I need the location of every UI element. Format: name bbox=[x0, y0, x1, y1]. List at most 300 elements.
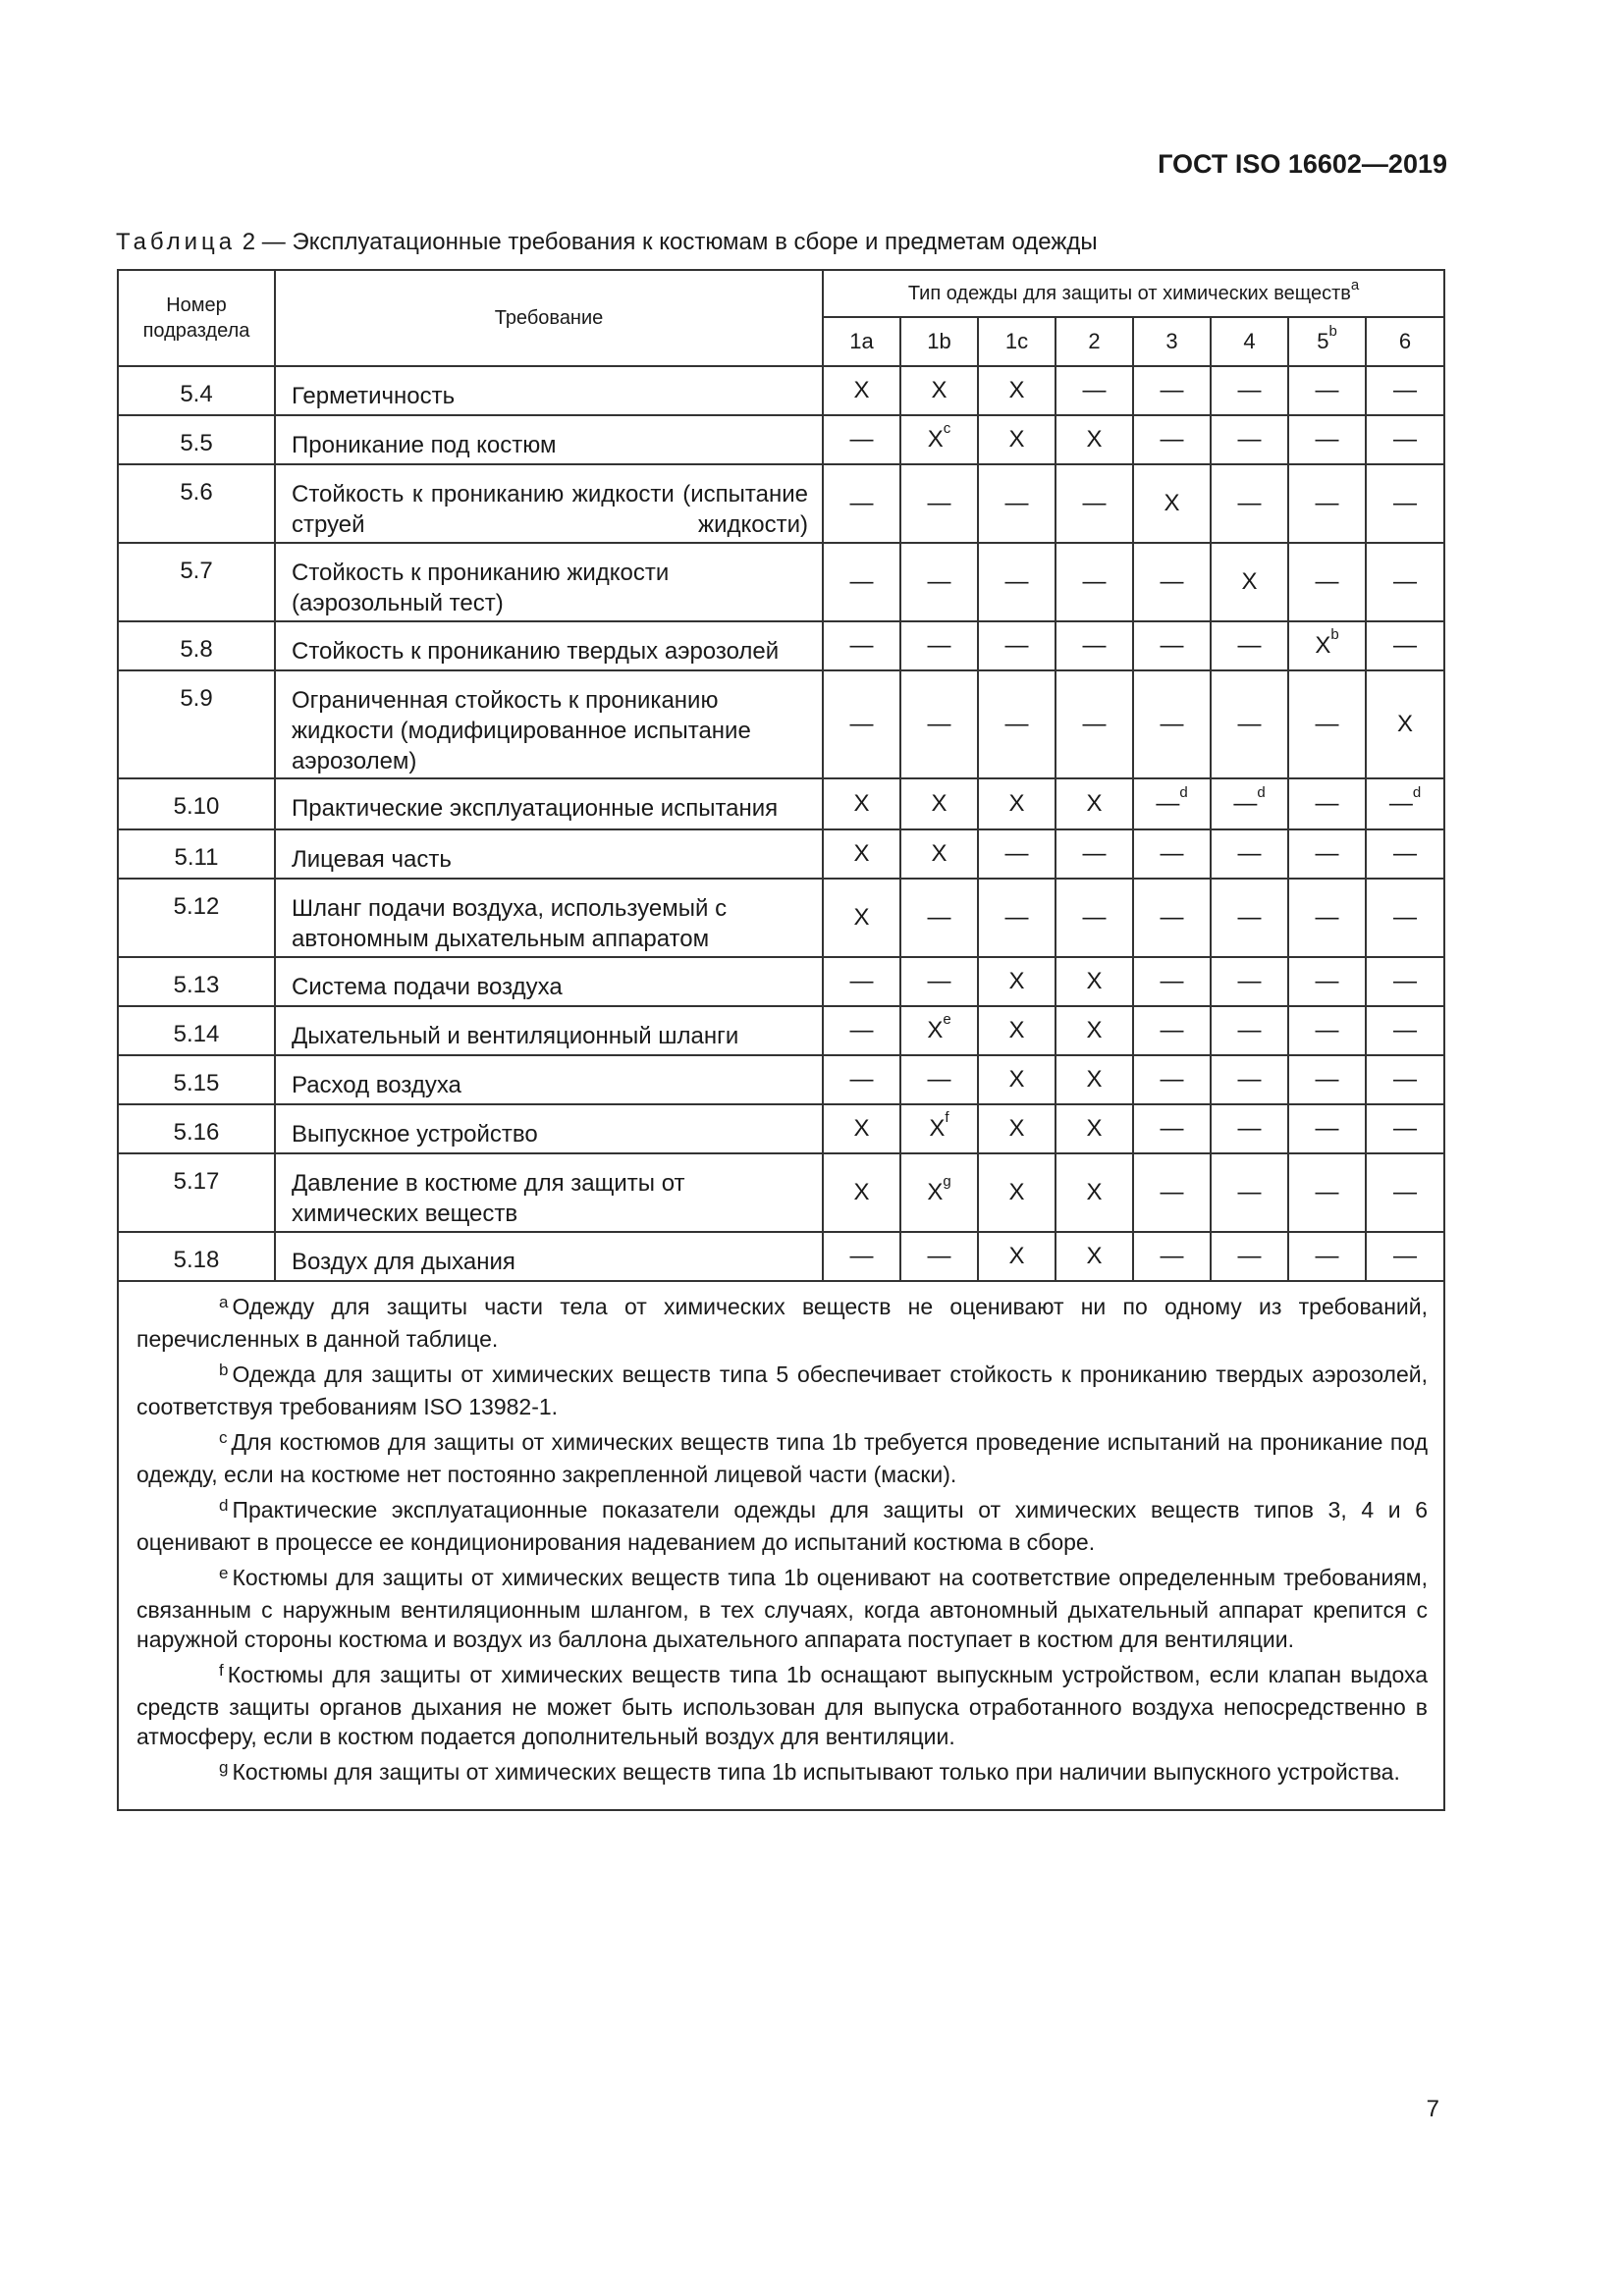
type-cell bbox=[1133, 621, 1211, 670]
footnotes bbox=[118, 1281, 1444, 1810]
type-cell bbox=[1288, 1006, 1366, 1055]
type-cell bbox=[1288, 778, 1366, 829]
type-cell bbox=[978, 1104, 1056, 1153]
cell-value: — bbox=[1004, 632, 1029, 659]
cell-value: — bbox=[1315, 1179, 1339, 1205]
cell-value: X bbox=[853, 1179, 870, 1205]
cell-value: — bbox=[849, 711, 874, 737]
type-cell bbox=[1288, 415, 1366, 464]
type-cell bbox=[1056, 621, 1133, 670]
cell-value: — bbox=[1315, 790, 1339, 817]
cell-value: X bbox=[1086, 1115, 1103, 1142]
cell-value: — bbox=[1393, 1243, 1417, 1269]
cell-value: — bbox=[849, 1017, 874, 1043]
type-cell bbox=[1056, 1006, 1133, 1055]
type-cell bbox=[1056, 670, 1133, 778]
cell-value: — bbox=[1393, 426, 1417, 453]
type-cell bbox=[1288, 1232, 1366, 1281]
type-cell bbox=[1288, 1055, 1366, 1104]
type-cell bbox=[1211, 366, 1288, 415]
type-cell bbox=[823, 621, 900, 670]
cell-value: X bbox=[1315, 632, 1331, 659]
requirement-text: Дыхательный и вентиляционный шланги bbox=[275, 1006, 823, 1055]
cell-value: — bbox=[927, 1243, 951, 1269]
type-cell bbox=[1133, 879, 1211, 957]
type-cell bbox=[978, 957, 1056, 1006]
type-cell bbox=[978, 415, 1056, 464]
type-cell bbox=[823, 778, 900, 829]
type-cell bbox=[1366, 1006, 1444, 1055]
cell-value: — bbox=[1393, 1179, 1417, 1205]
requirement-text: Стойкость к прониканию жидкости (испытание струей жидкости) bbox=[275, 464, 823, 543]
cell-value: — bbox=[1160, 377, 1184, 403]
cell-value: X bbox=[1397, 711, 1414, 737]
header-type-1: 1b bbox=[900, 317, 978, 366]
cell-value: X bbox=[1008, 1066, 1025, 1093]
cell-value: — bbox=[1237, 377, 1262, 403]
type-cell bbox=[1288, 670, 1366, 778]
table-caption bbox=[116, 229, 1098, 256]
type-cell bbox=[1366, 957, 1444, 1006]
table-row bbox=[118, 778, 1444, 829]
type-cell bbox=[978, 543, 1056, 621]
table-row bbox=[118, 1232, 1444, 1281]
header-type-2: 1c bbox=[978, 317, 1056, 366]
cell-value: X bbox=[1008, 1243, 1025, 1269]
cell-value: — bbox=[927, 568, 951, 595]
section-number: 5.8 bbox=[118, 621, 275, 670]
type-cell bbox=[1133, 957, 1211, 1006]
footnote-mark: g bbox=[219, 1758, 229, 1777]
cell-footnote-mark: c bbox=[943, 420, 951, 437]
type-cell bbox=[978, 1006, 1056, 1055]
type-cell bbox=[978, 670, 1056, 778]
type-cell bbox=[1366, 366, 1444, 415]
section-number: 5.9 bbox=[118, 670, 275, 778]
requirement-text: Герметичность bbox=[275, 366, 823, 415]
cell-value: — bbox=[849, 568, 874, 595]
cell-value: — bbox=[1315, 1243, 1339, 1269]
type-cell bbox=[1211, 1006, 1288, 1055]
cell-value: — bbox=[1082, 568, 1107, 595]
type-cell bbox=[1288, 829, 1366, 879]
footnote-text: Костюмы для защиты от химических веществ типа 1b оснащают выпускным устройством, если клапан выдоха средств защиты органов дыхания не может быть использован для выпуска отработанного воздуха непосредственно в атмосферу, если в костюм подается дополнительный воздух для вентиляции. bbox=[136, 1662, 1429, 1749]
type-cell bbox=[1211, 464, 1288, 543]
cell-value: X bbox=[1008, 968, 1025, 994]
cell-value: — bbox=[1393, 632, 1417, 659]
type-cell bbox=[900, 621, 978, 670]
cell-value: — bbox=[1004, 840, 1029, 867]
type-cell bbox=[823, 543, 900, 621]
cell-value: X bbox=[853, 1115, 870, 1142]
type-cell bbox=[900, 543, 978, 621]
type-cell bbox=[823, 1153, 900, 1232]
section-number: 5.6 bbox=[118, 464, 275, 543]
type-cell bbox=[1366, 1153, 1444, 1232]
section-number: 5.10 bbox=[118, 778, 275, 829]
cell-value: — bbox=[1156, 790, 1180, 817]
cell-value: — bbox=[1160, 968, 1184, 994]
cell-value: X bbox=[853, 377, 870, 403]
cell-footnote-mark: b bbox=[1330, 626, 1339, 643]
cell-value: X bbox=[1086, 968, 1103, 994]
header-footnote-mark: a bbox=[1350, 276, 1360, 294]
type-cell bbox=[1133, 1104, 1211, 1153]
cell-value: X bbox=[1241, 568, 1258, 595]
type-cell bbox=[1288, 1104, 1366, 1153]
cell-value: — bbox=[849, 632, 874, 659]
type-cell bbox=[1133, 829, 1211, 879]
type-cell bbox=[1056, 829, 1133, 879]
cell-value: — bbox=[1004, 711, 1029, 737]
cell-value: — bbox=[1004, 490, 1029, 516]
type-cell bbox=[900, 1006, 978, 1055]
table-row bbox=[118, 670, 1444, 778]
cell-value: — bbox=[1315, 568, 1339, 595]
type-cell bbox=[1288, 957, 1366, 1006]
type-cell bbox=[1056, 1153, 1133, 1232]
type-cell bbox=[900, 415, 978, 464]
requirement-text: Стойкость к прониканию жидкости (аэрозольный тест) bbox=[275, 543, 823, 621]
cell-value: — bbox=[1082, 904, 1107, 931]
table-caption-label: Таблица bbox=[116, 229, 237, 255]
cell-value: X bbox=[1008, 377, 1025, 403]
type-cell bbox=[823, 1055, 900, 1104]
type-cell bbox=[1133, 464, 1211, 543]
cell-value: — bbox=[927, 968, 951, 994]
type-cell bbox=[1288, 543, 1366, 621]
cell-value: — bbox=[1237, 1243, 1262, 1269]
header-type-6: 5$^b$ bbox=[1288, 317, 1366, 366]
cell-value: X bbox=[1086, 1179, 1103, 1205]
type-cell bbox=[823, 1232, 900, 1281]
footnote-mark: a bbox=[219, 1293, 229, 1311]
table-row bbox=[118, 829, 1444, 879]
table-row bbox=[118, 415, 1444, 464]
section-number: 5.18 bbox=[118, 1232, 275, 1281]
footnote bbox=[136, 1660, 1428, 1751]
type-cell bbox=[1288, 879, 1366, 957]
section-number: 5.14 bbox=[118, 1006, 275, 1055]
type-cell bbox=[978, 778, 1056, 829]
type-cell bbox=[900, 1153, 978, 1232]
cell-value: X bbox=[927, 426, 944, 453]
table-row bbox=[118, 879, 1444, 957]
cell-value: — bbox=[1237, 968, 1262, 994]
cell-value: X bbox=[1008, 426, 1025, 453]
footnote-mark: f bbox=[219, 1661, 224, 1680]
cell-value: — bbox=[1233, 790, 1258, 817]
cell-footnote-mark: d bbox=[1412, 784, 1422, 801]
type-cell bbox=[900, 1104, 978, 1153]
cell-value: — bbox=[927, 711, 951, 737]
type-cell bbox=[823, 366, 900, 415]
section-number: 5.5 bbox=[118, 415, 275, 464]
type-cell bbox=[900, 670, 978, 778]
type-cell bbox=[1056, 366, 1133, 415]
footnote bbox=[136, 1427, 1428, 1489]
requirement-text: Воздух для дыхания bbox=[275, 1232, 823, 1281]
cell-value: — bbox=[1082, 711, 1107, 737]
type-cell bbox=[823, 464, 900, 543]
cell-value: X bbox=[853, 790, 870, 817]
section-number: 5.13 bbox=[118, 957, 275, 1006]
cell-value: — bbox=[1393, 904, 1417, 931]
cell-value: — bbox=[1160, 426, 1184, 453]
cell-footnote-mark: g bbox=[943, 1173, 951, 1190]
cell-value: — bbox=[1315, 840, 1339, 867]
cell-value: — bbox=[1315, 1066, 1339, 1093]
requirement-text: Расход воздуха bbox=[275, 1055, 823, 1104]
cell-value: X bbox=[931, 377, 947, 403]
table-row bbox=[118, 1104, 1444, 1153]
cell-value: — bbox=[1315, 1017, 1339, 1043]
type-cell bbox=[1056, 1232, 1133, 1281]
cell-value: — bbox=[1393, 377, 1417, 403]
cell-value: — bbox=[1393, 490, 1417, 516]
cell-value: — bbox=[1315, 426, 1339, 453]
cell-value: — bbox=[1160, 632, 1184, 659]
cell-value: — bbox=[1393, 1017, 1417, 1043]
cell-value: X bbox=[1008, 790, 1025, 817]
cell-value: — bbox=[1237, 904, 1262, 931]
cell-value: — bbox=[1393, 568, 1417, 595]
footnote-text: Костюмы для защиты от химических веществ типа 1b испытывают только при наличии выпускного устройства. bbox=[232, 1759, 1400, 1785]
type-cell bbox=[1056, 1104, 1133, 1153]
cell-footnote-mark: f bbox=[945, 1109, 949, 1126]
type-cell bbox=[1056, 879, 1133, 957]
cell-value: X bbox=[927, 1179, 944, 1205]
type-cell bbox=[1366, 1055, 1444, 1104]
table-row bbox=[118, 1006, 1444, 1055]
header-garment-types: Тип одежды для защиты от химических веществ$^a$ bbox=[823, 270, 1444, 317]
cell-value: — bbox=[1160, 1179, 1184, 1205]
footnote bbox=[136, 1495, 1428, 1557]
cell-value: X bbox=[1086, 1066, 1103, 1093]
requirement-text: Выпускное устройство bbox=[275, 1104, 823, 1153]
requirement-text: Лицевая часть bbox=[275, 829, 823, 879]
type-cell bbox=[823, 829, 900, 879]
type-cell bbox=[1288, 366, 1366, 415]
type-cell bbox=[1056, 1055, 1133, 1104]
cell-value: — bbox=[1004, 904, 1029, 931]
type-cell bbox=[823, 670, 900, 778]
type-cell bbox=[1211, 415, 1288, 464]
type-cell bbox=[823, 415, 900, 464]
cell-value: — bbox=[849, 968, 874, 994]
cell-value: — bbox=[1393, 1066, 1417, 1093]
table-row bbox=[118, 957, 1444, 1006]
type-cell bbox=[900, 778, 978, 829]
type-cell bbox=[978, 464, 1056, 543]
type-cell bbox=[1366, 879, 1444, 957]
table-row bbox=[118, 1153, 1444, 1232]
cell-value: — bbox=[1315, 904, 1339, 931]
type-cell bbox=[1211, 670, 1288, 778]
cell-value: — bbox=[1315, 968, 1339, 994]
type-cell bbox=[1366, 778, 1444, 829]
section-number: 5.4 bbox=[118, 366, 275, 415]
cell-value: — bbox=[1160, 1066, 1184, 1093]
type-cell bbox=[1211, 778, 1288, 829]
type-cell bbox=[1288, 621, 1366, 670]
cell-value: — bbox=[849, 426, 874, 453]
footnote-text: Одежду для защиты части тела от химических веществ не оценивают ни по одному из требований, перечисленных в данной таблице. bbox=[136, 1294, 1429, 1352]
type-cell bbox=[1056, 543, 1133, 621]
type-cell bbox=[1056, 464, 1133, 543]
footnote-text: Костюмы для защиты от химических веществ типа 1b оценивают на соответствие определенным требованиям, связанным с наружным вентиляционным шлангом, в тех случаях, когда автономный дыхательный аппарат крепится с наружной стороны костюма и воздух из баллона дыхательного аппарата поступает в костюм для вентиляции. bbox=[136, 1565, 1429, 1652]
cell-value: X bbox=[1008, 1017, 1025, 1043]
cell-value: — bbox=[1082, 490, 1107, 516]
type-cell bbox=[1366, 1232, 1444, 1281]
cell-value: — bbox=[1315, 377, 1339, 403]
footnote-mark: b bbox=[219, 1361, 229, 1379]
header-type-5: 4 bbox=[1211, 317, 1288, 366]
cell-value: — bbox=[849, 490, 874, 516]
cell-value: — bbox=[849, 1066, 874, 1093]
cell-value: — bbox=[1237, 1017, 1262, 1043]
type-cell bbox=[1056, 415, 1133, 464]
header-type-7: 6 bbox=[1366, 317, 1444, 366]
type-cell bbox=[1133, 1006, 1211, 1055]
type-cell bbox=[1211, 1055, 1288, 1104]
type-cell bbox=[900, 879, 978, 957]
cell-value: — bbox=[1237, 490, 1262, 516]
type-cell bbox=[1288, 464, 1366, 543]
type-cell bbox=[1056, 957, 1133, 1006]
cell-value: — bbox=[927, 490, 951, 516]
footnote-mark: e bbox=[219, 1564, 229, 1582]
cell-value: X bbox=[929, 1115, 946, 1142]
cell-value: X bbox=[931, 840, 947, 867]
type-cell bbox=[1211, 957, 1288, 1006]
table-row bbox=[118, 366, 1444, 415]
section-number: 5.15 bbox=[118, 1055, 275, 1104]
cell-value: — bbox=[1160, 1243, 1184, 1269]
cell-value: — bbox=[1237, 1179, 1262, 1205]
type-cell bbox=[1366, 1104, 1444, 1153]
requirement-text: Практические эксплуатационные испытания bbox=[275, 778, 823, 829]
cell-value: — bbox=[1160, 568, 1184, 595]
type-cell bbox=[900, 829, 978, 879]
type-cell bbox=[900, 366, 978, 415]
table-row bbox=[118, 621, 1444, 670]
cell-value: X bbox=[1008, 1179, 1025, 1205]
type-cell bbox=[1366, 415, 1444, 464]
type-cell bbox=[978, 1055, 1056, 1104]
cell-value: — bbox=[1237, 840, 1262, 867]
cell-value: X bbox=[931, 790, 947, 817]
cell-value: — bbox=[849, 1243, 874, 1269]
cell-value: — bbox=[1082, 377, 1107, 403]
cell-value: — bbox=[1237, 632, 1262, 659]
table-row bbox=[118, 1055, 1444, 1104]
footnote-text: Одежда для защиты от химических веществ типа 5 обеспечивает стойкость к прониканию твердых аэрозолей, соответствуя требованиям ISO 13982-1. bbox=[136, 1362, 1429, 1419]
type-cell bbox=[1133, 1232, 1211, 1281]
type-cell bbox=[1366, 621, 1444, 670]
cell-value: — bbox=[1160, 1017, 1184, 1043]
cell-value: — bbox=[1393, 1115, 1417, 1142]
type-cell bbox=[1211, 829, 1288, 879]
type-cell bbox=[978, 1153, 1056, 1232]
section-number: 5.11 bbox=[118, 829, 275, 879]
type-cell bbox=[1133, 670, 1211, 778]
type-cell bbox=[978, 879, 1056, 957]
cell-value: X bbox=[1164, 490, 1180, 516]
type-cell bbox=[823, 957, 900, 1006]
requirement-text: Система подачи воздуха bbox=[275, 957, 823, 1006]
cell-value: X bbox=[1008, 1115, 1025, 1142]
cell-value: X bbox=[853, 840, 870, 867]
header-requirement: Требование bbox=[275, 270, 823, 366]
cell-value: — bbox=[1237, 1066, 1262, 1093]
type-cell bbox=[978, 366, 1056, 415]
type-cell bbox=[1133, 1055, 1211, 1104]
type-cell bbox=[978, 829, 1056, 879]
cell-value: X bbox=[1086, 426, 1103, 453]
cell-value: X bbox=[927, 1017, 944, 1043]
footnote-mark: c bbox=[219, 1428, 228, 1447]
cell-footnote-mark: d bbox=[1179, 784, 1188, 801]
requirements-table bbox=[117, 269, 1445, 1811]
cell-value: — bbox=[1315, 711, 1339, 737]
document-standard-header: ГОСТ ISO 16602—2019 bbox=[1158, 149, 1447, 179]
cell-value: — bbox=[1082, 632, 1107, 659]
cell-value: — bbox=[1004, 568, 1029, 595]
cell-value: — bbox=[927, 904, 951, 931]
requirement-text: Стойкость к прониканию твердых аэрозолей bbox=[275, 621, 823, 670]
section-number: 5.17 bbox=[118, 1153, 275, 1232]
cell-value: — bbox=[1237, 1115, 1262, 1142]
requirement-text: Ограниченная стойкость к прониканию жидкости (модифицированное испытание аэрозолем) bbox=[275, 670, 823, 778]
type-cell bbox=[1133, 415, 1211, 464]
header-type-3: 2 bbox=[1056, 317, 1133, 366]
cell-footnote-mark: e bbox=[943, 1011, 951, 1028]
footnote bbox=[136, 1563, 1428, 1654]
type-cell bbox=[1056, 778, 1133, 829]
requirement-text: Давление в костюме для защиты от химических веществ bbox=[275, 1153, 823, 1232]
footnote-text: Практические эксплуатационные показатели одежды для защиты от химических веществ типов 3, 4 и 6 оценивают в процессе ее кондиционирования надеванием до испытаний костюма в сборе. bbox=[136, 1497, 1429, 1555]
footnote-mark: d bbox=[219, 1496, 229, 1515]
footnote bbox=[136, 1360, 1428, 1421]
type-cell bbox=[1211, 621, 1288, 670]
type-cell bbox=[1211, 879, 1288, 957]
cell-value: — bbox=[927, 632, 951, 659]
type-cell bbox=[978, 621, 1056, 670]
type-cell bbox=[1133, 366, 1211, 415]
cell-value: X bbox=[1086, 1243, 1103, 1269]
type-cell bbox=[900, 1055, 978, 1104]
type-cell bbox=[1211, 1232, 1288, 1281]
cell-value: — bbox=[1082, 840, 1107, 867]
header-type-4: 3 bbox=[1133, 317, 1211, 366]
cell-value: — bbox=[1160, 840, 1184, 867]
type-cell bbox=[1133, 543, 1211, 621]
type-cell bbox=[978, 1232, 1056, 1281]
footnote-text: Для костюмов для защиты от химических веществ типа 1b требуется проведение испытаний на проникание под одежду, если на костюме нет постоянно закрепленной лицевой части (маски). bbox=[136, 1429, 1429, 1487]
cell-value: — bbox=[1315, 490, 1339, 516]
header-section-number: Номер подраздела bbox=[118, 270, 275, 366]
cell-value: X bbox=[1086, 1017, 1103, 1043]
cell-value: — bbox=[1237, 711, 1262, 737]
requirement-text: Проникание под костюм bbox=[275, 415, 823, 464]
cell-value: — bbox=[1160, 1115, 1184, 1142]
type-cell bbox=[1211, 1104, 1288, 1153]
footnote bbox=[136, 1292, 1428, 1354]
cell-value: — bbox=[1237, 426, 1262, 453]
type-cell bbox=[1288, 1153, 1366, 1232]
type-cell bbox=[900, 464, 978, 543]
